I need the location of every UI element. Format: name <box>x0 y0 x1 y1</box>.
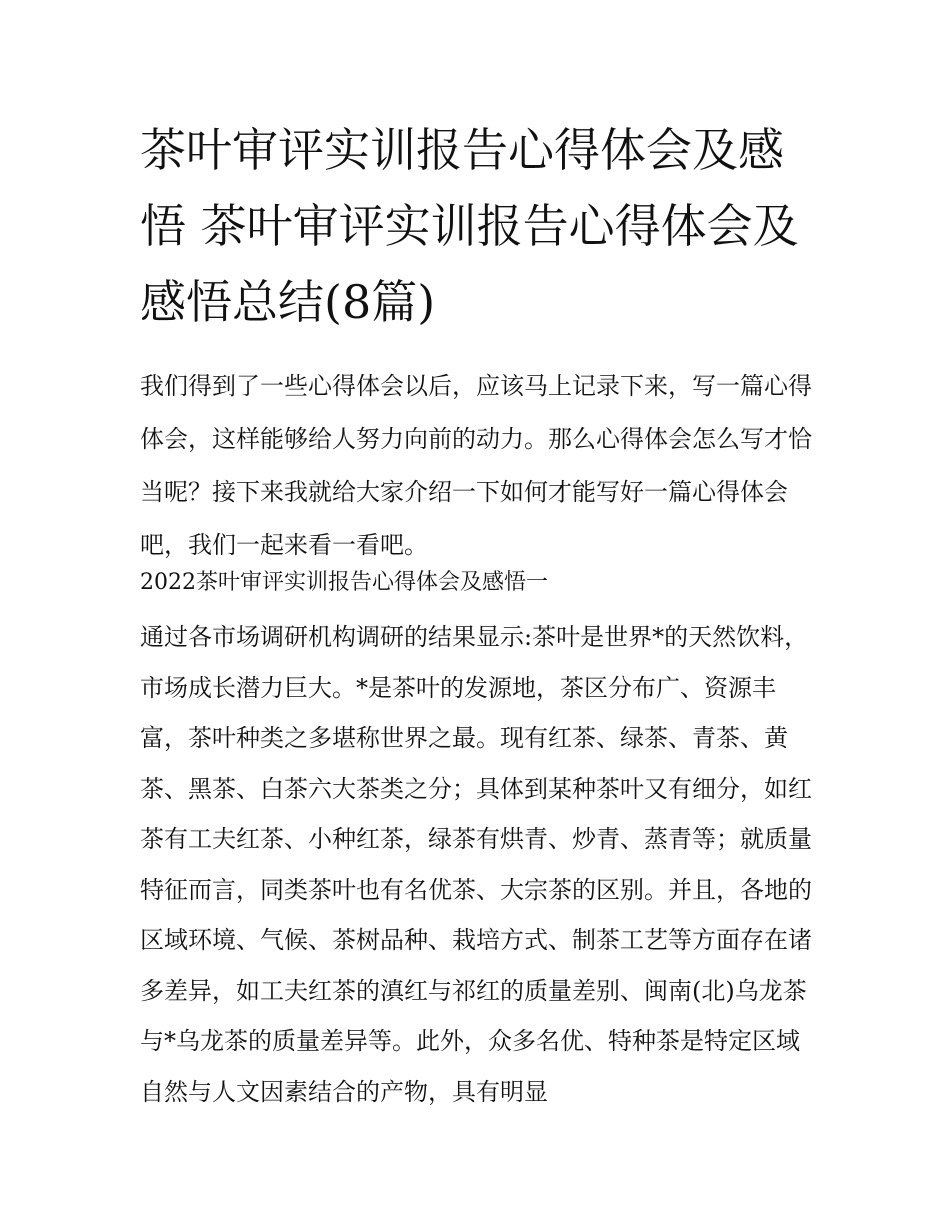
document-title: 茶叶审评实训报告心得体会及感悟 茶叶审评实训报告心得体会及感悟总结(8篇) <box>140 123 799 329</box>
intro-paragraph: 我们得到了一些心得体会以后，应该马上记录下来，写一篇心得体会，这样能够给人努力向前的动力。那么心得体会怎么写才恰当呢？接下来我就给大家介绍一下如何才能写好一篇心得体会吧，我们一起来看一看吧。 <box>140 372 812 559</box>
section-heading: 2022茶叶审评实训报告心得体会及感悟一 <box>140 570 548 595</box>
section-body-paragraph: 通过各市场调研机构调研的结果显示:茶叶是世界*的天然饮料，市场成长潜力巨大。*是茶叶的发源地，茶区分布广、资源丰富，茶叶种类之多堪称世界之最。现有红茶、绿茶、青茶、黄茶、黑茶、白茶六大茶类之分；具体到某种茶叶又有细分，如红茶有工夫红茶、小种红茶，绿茶有烘青、炒青、蒸青等；就质量特征而言，同类茶叶也有名优茶、大宗茶的区别。并且，各地的区域环境、气候、茶树品种、栽培方式、制茶工艺等方面存在诸多差异，如工夫红茶的滇红与祁红的质量差别、闽南(北)乌龙茶与*乌龙茶的质量差异等。此外，众多名优、特种茶是特定区域自然与人文因素结合的产物，具有明显 <box>140 623 812 1106</box>
